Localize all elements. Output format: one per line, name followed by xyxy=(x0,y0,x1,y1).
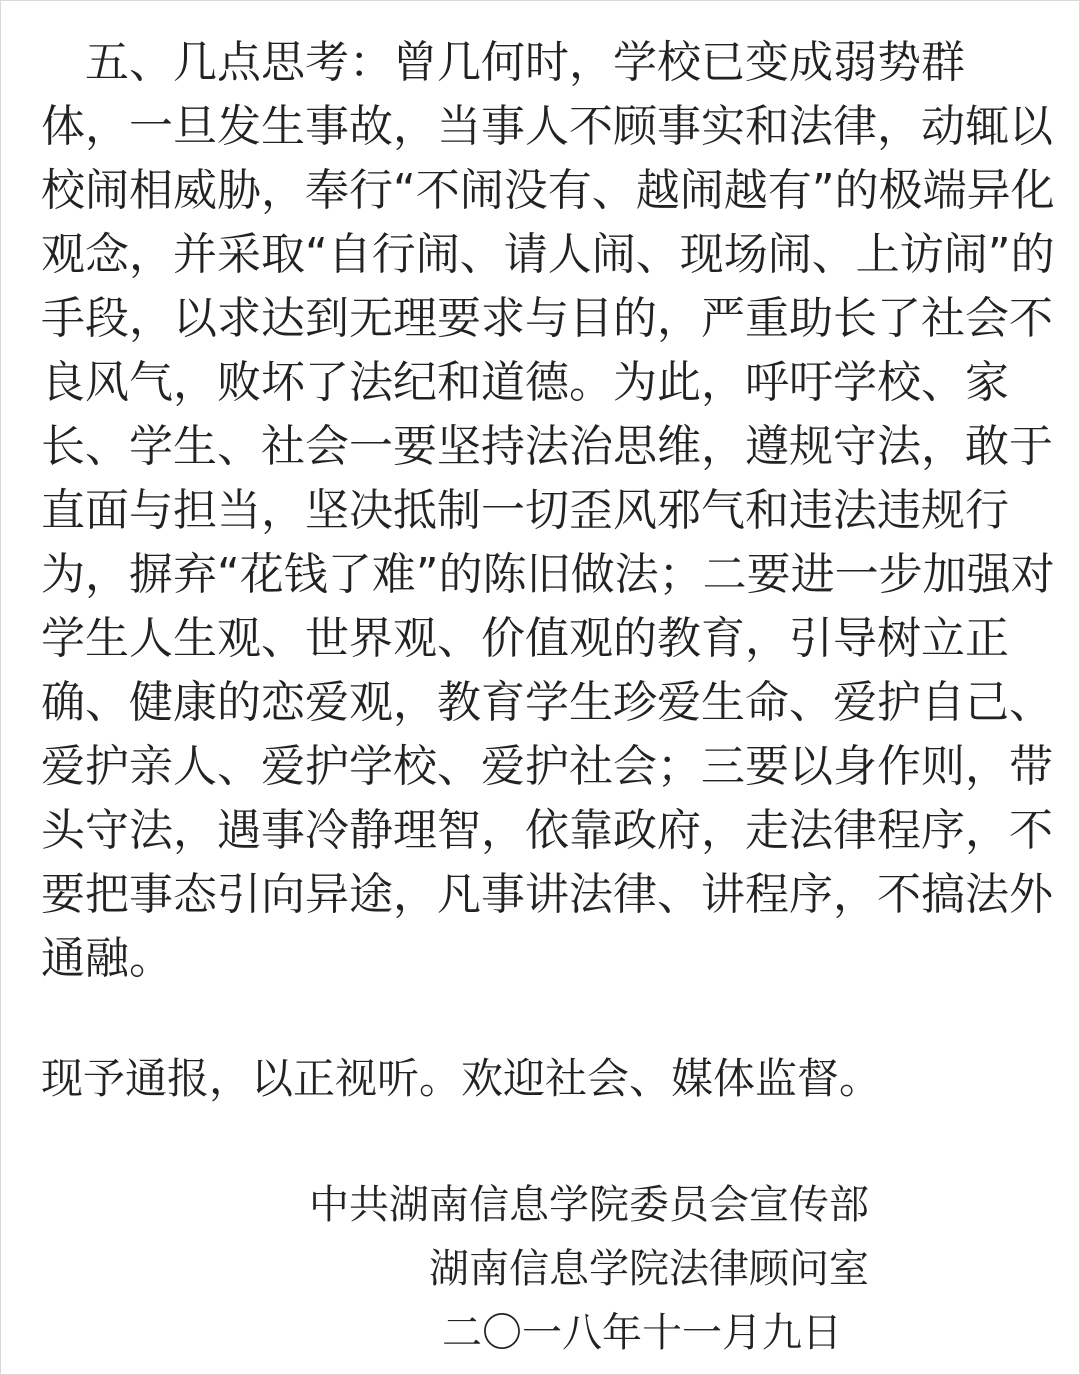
paragraph-line-2: 体，一旦发生事故，当事人不顾事实和法律，动辄以 xyxy=(41,101,1053,152)
signature-date: 二〇一八年十一月九日 xyxy=(442,1310,842,1356)
paragraph-line-10: 学生人生观、世界观、价值观的教育，引导树立正 xyxy=(41,613,1009,664)
paragraph-line-11: 确、健康的恋爱观，教育学生珍爱生命、爱护自己、 xyxy=(41,677,1053,728)
signature-org-propaganda: 中共湖南信息学院委员会宣传部 xyxy=(309,1182,869,1228)
paragraph-line-13: 头守法，遇事冷静理智，依靠政府，走法律程序，不 xyxy=(41,805,1053,856)
paragraph-line-6: 良风气，败坏了法纪和道德。为此，呼吁学校、家 xyxy=(41,357,1009,408)
paragraph-line-12: 爱护亲人、爱护学校、爱护社会；三要以身作则，带 xyxy=(41,741,1053,792)
signature-org-legal: 湖南信息学院法律顾问室 xyxy=(429,1246,869,1292)
paragraph-line-15: 通融。 xyxy=(41,933,173,984)
paragraph-line-14: 要把事态引向异途，凡事讲法律、讲程序，不搞法外 xyxy=(41,869,1053,920)
closing-statement: 现予通报，以正视听。欢迎社会、媒体监督。 xyxy=(41,1054,882,1103)
paragraph-line-7: 长、学生、社会一要坚持法治思维，遵规守法，敢于 xyxy=(41,421,1053,472)
paragraph-line-1: 五、几点思考：曾几何时，学校已变成弱势群 xyxy=(41,37,965,88)
paragraph-line-3: 校闹相威胁，奉行“不闹没有、越闹越有”的极端异化 xyxy=(41,165,1055,216)
paragraph-line-4: 观念，并采取“自行闹、请人闹、现场闹、上访闹”的 xyxy=(41,229,1055,280)
paragraph-line-8: 直面与担当，坚决抵制一切歪风邪气和违法违规行 xyxy=(41,485,1009,536)
paragraph-line-5: 手段，以求达到无理要求与目的，严重助长了社会不 xyxy=(41,293,1053,344)
paragraph-line-9: 为，摒弃“花钱了难”的陈旧做法；二要进一步加强对 xyxy=(41,549,1055,600)
